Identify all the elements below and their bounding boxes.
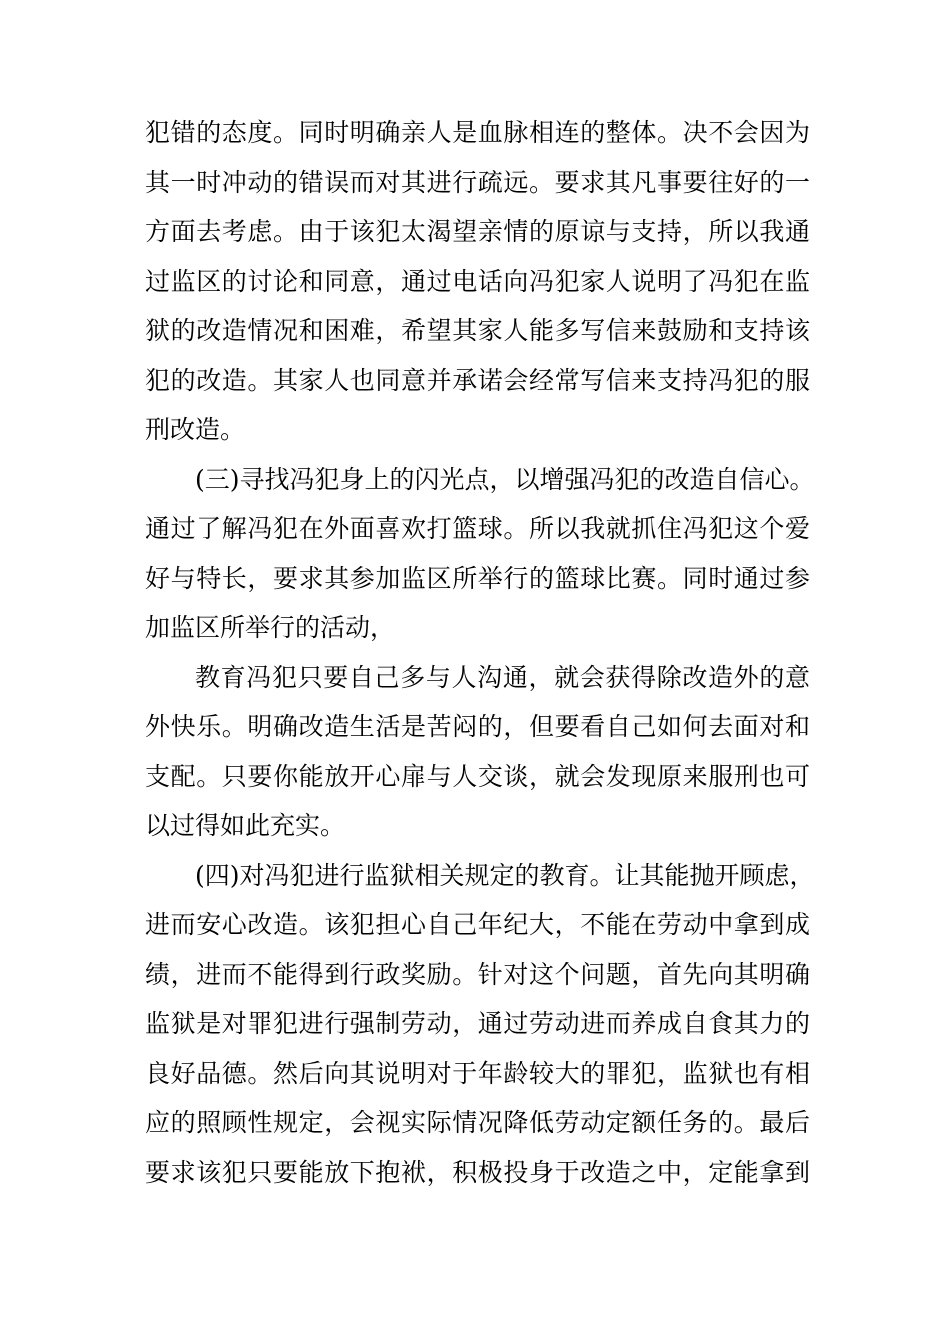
text-line: 其一时冲动的错误而对其进行疏远。要求其凡事要往好的一	[145, 167, 810, 197]
text-line: 绩，进而不能得到行政奖励。针对这个问题，首先向其明确	[145, 959, 810, 989]
text-line: (三)寻找冯犯身上的闪光点，以增强冯犯的改造自信心。	[195, 464, 815, 494]
text-line: 以过得如此充实。	[145, 811, 346, 840]
text-line: 好与特长，要求其参加监区所举行的篮球比赛。同时通过参	[145, 563, 810, 593]
text-line: 通过了解冯犯在外面喜欢打篮球。所以我就抓住冯犯这个爱	[145, 514, 810, 543]
text-line: 教育冯犯只要自己多与人沟通，就会获得除改造外的意	[195, 662, 810, 692]
text-line: 监狱是对罪犯进行强制劳动，通过劳动进而养成自食其力的	[145, 1009, 810, 1038]
document-body	[145, 108, 815, 1197]
text-line: 支配。只要你能放开心扉与人交谈，就会发现原来服刑也可	[145, 761, 810, 791]
text-line: 刑改造。	[145, 415, 246, 444]
text-line: 加监区所举行的活动，	[145, 613, 396, 642]
text-line: 方面去考虑。由于该犯太渴望亲情的原谅与支持，所以我通	[145, 217, 810, 246]
text-line: 进而安心改造。该犯担心自己年纪大，不能在劳动中拿到成	[145, 910, 810, 939]
text-line: 应的照顾性规定，会视实际情况降低劳动定额任务的。最后	[145, 1108, 810, 1137]
paragraph-1	[145, 108, 810, 455]
text-line: 良好品德。然后向其说明对于年龄较大的罪犯，监狱也有相	[145, 1058, 810, 1088]
text-line: 外快乐。明确改造生活是苦闷的，但要看自己如何去面对和	[145, 712, 810, 741]
text-line: 犯的改造。其家人也同意并承诺会经常写信来支持冯犯的服	[145, 365, 810, 395]
paragraph-3	[145, 653, 810, 851]
text-line: 要求该犯只要能放下抱袱，积极投身于改造之中，定能拿到	[145, 1157, 810, 1187]
text-line: 狱的改造情况和困难，希望其家人能多写信来鼓励和支持该	[145, 316, 810, 345]
text-line: (四)对冯犯进行监狱相关规定的教育。让其能抛开顾虑，	[195, 860, 815, 890]
paragraph-4	[145, 851, 815, 1198]
paragraph-2	[145, 455, 815, 653]
text-line: 犯错的态度。同时明确亲人是血脉相连的整体。决不会因为	[145, 118, 810, 147]
text-line: 过监区的讨论和同意，通过电话向冯犯家人说明了冯犯在监	[145, 266, 810, 296]
